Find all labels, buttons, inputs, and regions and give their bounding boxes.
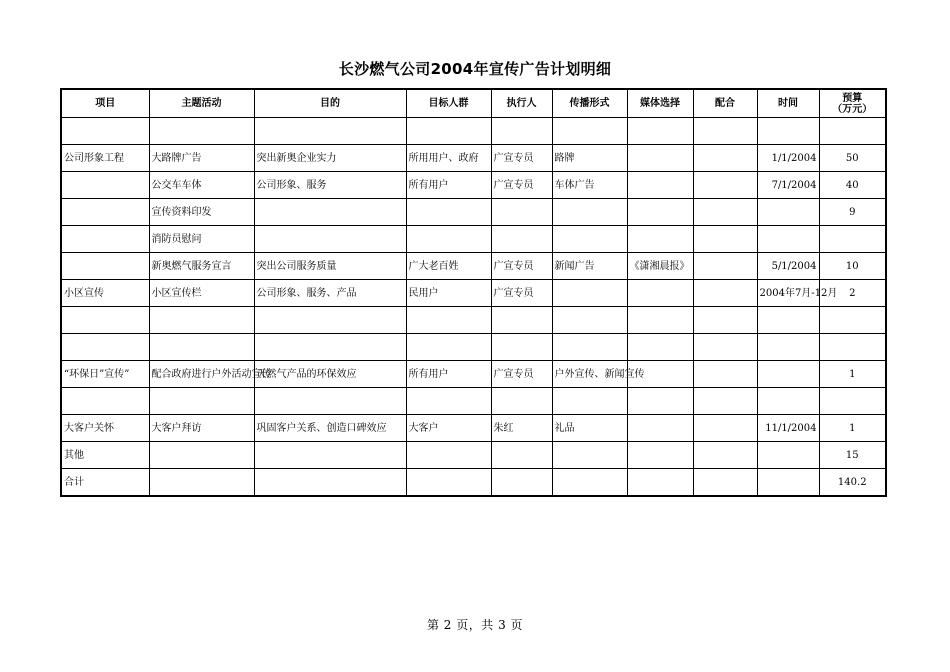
cell-audience <box>406 118 491 145</box>
table-row <box>61 172 886 199</box>
header-cell-activity: 主题活动 <box>149 89 254 118</box>
cell-media <box>627 226 693 253</box>
cell-media <box>627 172 693 199</box>
cell-activity <box>149 388 254 415</box>
cell-audience <box>406 388 491 415</box>
cell-purpose: 突出新奥企业实力 <box>254 145 406 172</box>
cell-time: 11/1/2004 <box>757 415 819 442</box>
cell-budget: 2 <box>819 280 886 307</box>
cell-activity <box>149 469 254 497</box>
cell-purpose: 天然气产品的环保效应 <box>254 361 406 388</box>
cell-purpose: 公司形象、服务、产品 <box>254 280 406 307</box>
table-row <box>61 442 886 469</box>
cell-activity: 大客户拜访 <box>149 415 254 442</box>
cell-cooperation <box>693 469 757 497</box>
header-cell-channel: 传播形式 <box>552 89 627 118</box>
cell-media <box>627 469 693 497</box>
cell-channel <box>552 118 627 145</box>
cell-audience: 所有用户 <box>406 361 491 388</box>
cell-activity: 公交车车体 <box>149 172 254 199</box>
cell-audience <box>406 442 491 469</box>
cell-cooperation <box>693 442 757 469</box>
cell-executor: 广宣专员 <box>491 280 552 307</box>
cell-purpose <box>254 334 406 361</box>
cell-media <box>627 388 693 415</box>
cell-activity <box>149 442 254 469</box>
table-row <box>61 280 886 307</box>
cell-executor <box>491 226 552 253</box>
cell-channel: 礼品 <box>552 415 627 442</box>
cell-channel: 新闻广告 <box>552 253 627 280</box>
cell-purpose <box>254 388 406 415</box>
cell-project <box>61 334 149 361</box>
header-cell-budget: 预算 （万元） <box>819 89 886 118</box>
cell-purpose: 公司形象、服务 <box>254 172 406 199</box>
cell-channel <box>552 334 627 361</box>
cell-activity: 大路牌广告 <box>149 145 254 172</box>
cell-purpose <box>254 226 406 253</box>
cell-audience <box>406 199 491 226</box>
cell-time: 2004年7月-12月 <box>757 280 819 307</box>
cell-media <box>627 199 693 226</box>
cell-project: 公司形象工程 <box>61 145 149 172</box>
cell-cooperation <box>693 361 757 388</box>
cell-time <box>757 334 819 361</box>
cell-executor <box>491 388 552 415</box>
table-row <box>61 388 886 415</box>
cell-time <box>757 118 819 145</box>
cell-purpose <box>254 469 406 497</box>
table-row <box>61 469 886 497</box>
table-row <box>61 307 886 334</box>
header-cell-purpose: 目的 <box>254 89 406 118</box>
header-cell-executor: 执行人 <box>491 89 552 118</box>
cell-cooperation <box>693 145 757 172</box>
cell-project: 其他 <box>61 442 149 469</box>
header-cell-time: 时间 <box>757 89 819 118</box>
cell-channel <box>552 442 627 469</box>
cell-cooperation <box>693 172 757 199</box>
plan-table <box>60 88 887 497</box>
cell-executor <box>491 334 552 361</box>
cell-media <box>627 307 693 334</box>
cell-project <box>61 388 149 415</box>
cell-budget <box>819 118 886 145</box>
cell-media <box>627 280 693 307</box>
cell-executor <box>491 307 552 334</box>
cell-cooperation <box>693 280 757 307</box>
cell-executor: 朱红 <box>491 415 552 442</box>
cell-media <box>627 442 693 469</box>
cell-cooperation <box>693 226 757 253</box>
cell-purpose <box>254 118 406 145</box>
header-cell-project: 项目 <box>61 89 149 118</box>
table-row <box>61 334 886 361</box>
table-row <box>61 145 886 172</box>
cell-budget: 1 <box>819 415 886 442</box>
cell-budget: 50 <box>819 145 886 172</box>
cell-project: 合计 <box>61 469 149 497</box>
cell-time <box>757 442 819 469</box>
cell-activity <box>149 118 254 145</box>
cell-audience <box>406 469 491 497</box>
cell-time: 5/1/2004 <box>757 253 819 280</box>
cell-time: 1/1/2004 <box>757 145 819 172</box>
cell-purpose: 巩固客户关系、创造口碑效应 <box>254 415 406 442</box>
cell-purpose: 突出公司服务质量 <box>254 253 406 280</box>
cell-budget: 10 <box>819 253 886 280</box>
cell-audience <box>406 307 491 334</box>
cell-executor: 广宣专员 <box>491 145 552 172</box>
cell-time <box>757 307 819 334</box>
header-cell-cooperation: 配合 <box>693 89 757 118</box>
cell-channel <box>552 469 627 497</box>
cell-executor <box>491 118 552 145</box>
cell-project <box>61 253 149 280</box>
header-row <box>61 89 886 118</box>
cell-purpose <box>254 442 406 469</box>
cell-channel <box>552 226 627 253</box>
cell-channel: 路牌 <box>552 145 627 172</box>
cell-cooperation <box>693 307 757 334</box>
cell-budget <box>819 388 886 415</box>
cell-project: 小区宣传 <box>61 280 149 307</box>
table-row <box>61 253 886 280</box>
cell-activity <box>149 307 254 334</box>
table-row <box>61 118 886 145</box>
cell-cooperation <box>693 334 757 361</box>
header-cell-audience: 目标人群 <box>406 89 491 118</box>
cell-project <box>61 307 149 334</box>
cell-activity: 新奥燃气服务宣言 <box>149 253 254 280</box>
cell-budget: 40 <box>819 172 886 199</box>
cell-project: 大客户关怀 <box>61 415 149 442</box>
cell-channel <box>552 307 627 334</box>
cell-cooperation <box>693 415 757 442</box>
cell-time: 7/1/2004 <box>757 172 819 199</box>
cell-time <box>757 226 819 253</box>
cell-activity: 宣传资料印发 <box>149 199 254 226</box>
cell-budget: 9 <box>819 199 886 226</box>
cell-audience <box>406 334 491 361</box>
cell-project <box>61 199 149 226</box>
cell-budget: 1 <box>819 361 886 388</box>
cell-channel: 户外宣传、新闻宣传 <box>552 361 627 388</box>
cell-audience: 大客户 <box>406 415 491 442</box>
cell-executor: 广宣专员 <box>491 361 552 388</box>
cell-project <box>61 226 149 253</box>
cell-budget <box>819 307 886 334</box>
cell-cooperation <box>693 388 757 415</box>
cell-budget <box>819 334 886 361</box>
cell-executor <box>491 469 552 497</box>
cell-media <box>627 334 693 361</box>
cell-time <box>757 469 819 497</box>
table-row <box>61 226 886 253</box>
cell-activity <box>149 334 254 361</box>
cell-channel <box>552 199 627 226</box>
cell-time <box>757 361 819 388</box>
page-title: 长沙燃气公司2004年宣传广告计划明细 <box>338 60 612 78</box>
table-row <box>61 199 886 226</box>
cell-budget <box>819 226 886 253</box>
cell-channel: 车体广告 <box>552 172 627 199</box>
cell-media <box>627 118 693 145</box>
cell-executor: 广宣专员 <box>491 253 552 280</box>
cell-purpose <box>254 307 406 334</box>
cell-media: 《潇湘晨报》 <box>627 253 693 280</box>
table-row <box>61 415 886 442</box>
cell-activity: 消防员慰问 <box>149 226 254 253</box>
cell-channel <box>552 388 627 415</box>
cell-time <box>757 199 819 226</box>
cell-audience <box>406 226 491 253</box>
cell-activity: 小区宣传栏 <box>149 280 254 307</box>
cell-budget: 140.2 <box>819 469 886 497</box>
cell-activity: 配合政府进行户外活动宣传 <box>149 361 254 388</box>
cell-budget: 15 <box>819 442 886 469</box>
cell-purpose <box>254 199 406 226</box>
cell-media <box>627 415 693 442</box>
cell-project: “环保日”宣传” <box>61 361 149 388</box>
cell-time <box>757 388 819 415</box>
cell-executor: 广宣专员 <box>491 172 552 199</box>
cell-cooperation <box>693 253 757 280</box>
cell-project <box>61 172 149 199</box>
cell-media <box>627 145 693 172</box>
header-cell-media: 媒体选择 <box>627 89 693 118</box>
page-footer: 第 2 页，共 3 页 <box>426 618 524 632</box>
cell-cooperation <box>693 199 757 226</box>
cell-project <box>61 118 149 145</box>
cell-audience: 所用用户、政府 <box>406 145 491 172</box>
cell-executor <box>491 199 552 226</box>
cell-channel <box>552 280 627 307</box>
cell-cooperation <box>693 118 757 145</box>
cell-executor <box>491 442 552 469</box>
table-row <box>61 361 886 388</box>
cell-audience: 广大老百姓 <box>406 253 491 280</box>
cell-audience: 所有用户 <box>406 172 491 199</box>
cell-audience: 民用户 <box>406 280 491 307</box>
